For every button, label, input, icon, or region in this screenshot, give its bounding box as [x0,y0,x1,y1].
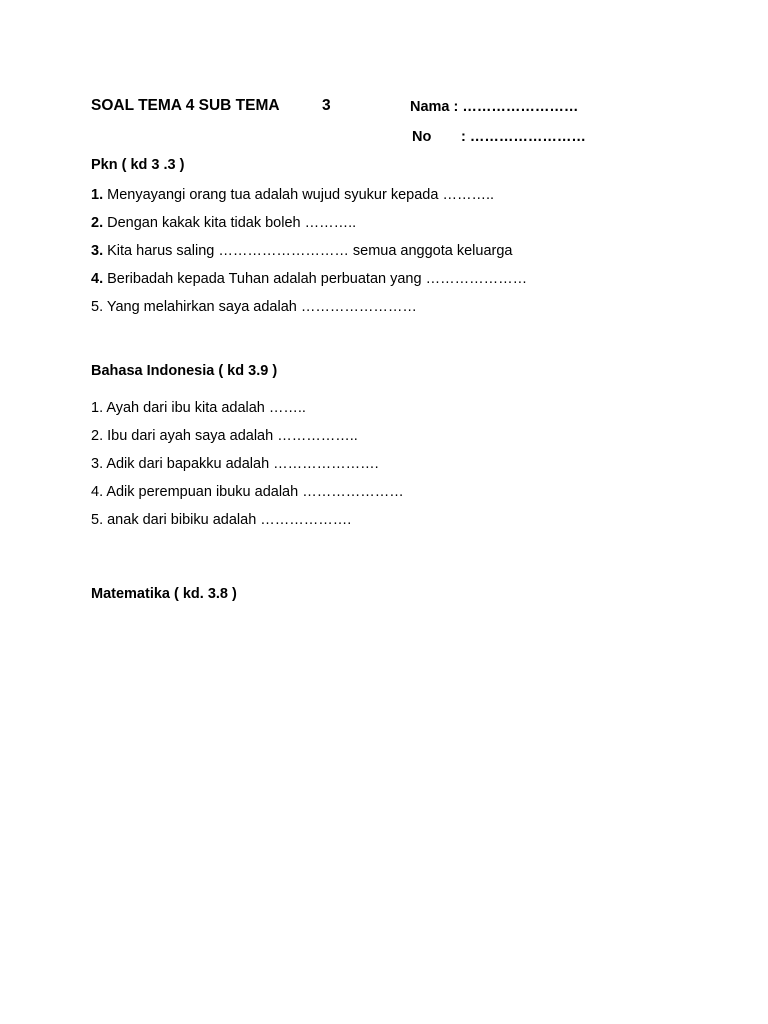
question-text: Beribadah kepada Tuhan adalah perbuatan yang ………………… [103,271,528,287]
bahasa-question-1 [91,399,306,417]
pkn-question-4 [91,270,527,288]
bahasa-question-5 [91,511,351,529]
pkn-question-1 [91,186,494,204]
bahasa-question-3 [91,455,379,473]
no-field [412,128,431,146]
question-number: 2. [91,428,104,444]
no-label: No [412,129,432,145]
question-number: 5. [91,299,104,315]
subtema-number [322,97,331,115]
title-text: SOAL TEMA 4 SUB TEMA [91,97,280,114]
question-number: 3. [91,456,104,472]
no-colon: : [461,129,466,145]
bahasa-question-4 [91,483,404,501]
no-value: …………………… [469,129,586,145]
nama-label: Nama : [410,99,459,115]
worksheet-title [91,97,280,115]
pkn-question-3 [91,242,513,260]
question-number: 1. [91,400,104,416]
nama-value: …………………… [462,99,579,115]
question-text: Dengan kakak kita tidak boleh ……….. [103,215,357,231]
question-number: 5. [91,512,104,528]
question-text: anak dari bibiku adalah ………………. [103,512,352,528]
bahasa-question-2 [91,427,358,445]
pkn-heading: Pkn ( kd 3 .3 ) [91,157,185,173]
question-number: 1. [91,187,104,203]
subtema-number-text: 3 [322,97,331,114]
question-number: 4. [91,484,104,500]
matematika-heading: Matematika ( kd. 3.8 ) [91,586,237,602]
question-number: 4. [91,271,104,287]
question-number: 3. [91,243,104,259]
question-text: Yang melahirkan saya adalah …………………… [103,299,417,315]
question-text: Kita harus saling ……………………… semua anggota keluarga [103,243,513,259]
bahasa-heading: Bahasa Indonesia ( kd 3.9 ) [91,363,278,379]
question-number: 2. [91,215,104,231]
question-text: Adik dari bapakku adalah …………………. [103,456,379,472]
pkn-question-2 [91,214,356,232]
question-text: Adik perempuan ibuku adalah ………………… [103,484,404,500]
no-field-value [461,128,586,146]
nama-field [410,98,578,116]
question-text: Ayah dari ibu kita adalah …….. [103,400,306,416]
question-text: Menyayangi orang tua adalah wujud syukur kepada ……….. [103,187,495,203]
pkn-question-5 [91,298,417,316]
question-text: Ibu dari ayah saya adalah …………….. [103,428,358,444]
